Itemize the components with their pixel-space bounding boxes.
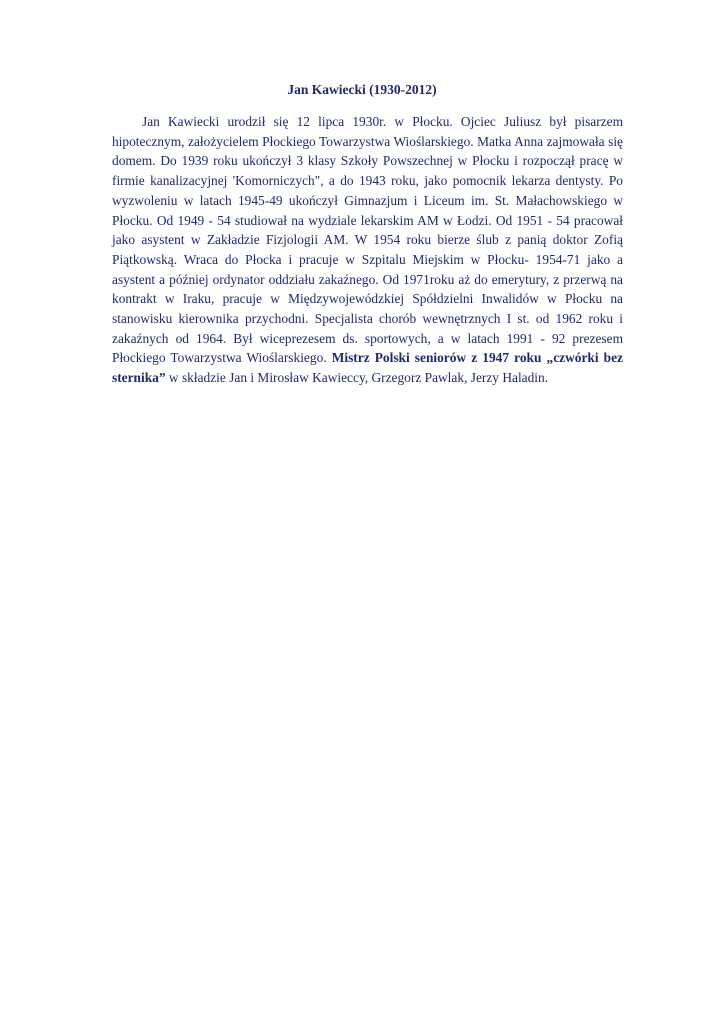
document-title: Jan Kawiecki (1930-2012) xyxy=(287,82,437,97)
biography-paragraph xyxy=(112,112,623,388)
championship-highlight: Mistrz Polski seniorów z 1947 roku „czwórki bez sternika” xyxy=(112,350,623,386)
biography-text: Jan Kawiecki urodził się 12 lipca 1930r. w Płocku. Ojciec Juliusz był pisarzem hipotecznym, założycielem Płockiego Towarzystwa Wioślarskiego. Matka Anna zajmowała się domem. Do 1939 roku ukończył 3 klasy Szkoły Powszechnej w Płocku i rozpoczął pracę w firmie kanalizacyjnej 'Komorniczych", a do 1943 roku, jako pomocnik lekarza dentysty. Po wyzwoleniu w latach 1945-49 ukończył Gimnazjum i Liceum im. St. Małachowskiego w Płocku. Od 1949 - 54 studiował na wydziale lekarskim AM w Łodzi. Od 1951 - 54 pracował jako asystent w Zakładzie Fizjologii AM. W 1954 roku bierze ślub z panią doktor Zofią Piątkowską. Wraca do Płocka i pracuje w Szpitalu Miejskim w Płocku- 1954-71 jako a asystent a później ordynator oddziału zakaźnego. Od 1971roku aż do emerytury, z przerwą na kontrakt w Iraku, pracuje w Międzywojewódzkiej Spółdzielni Inwalidów w Płocku na stanowisku kierownika przychodni. Specjalista chorób wewnętrznych I st. od 1962 roku i zakaźnych od 1964. Był wiceprezesem ds. sportowych, a w latach 1991 - 92 prezesem Płockiego Towarzystwa Wioślarskiego. xyxy=(112,114,623,366)
biography-text-tail: w składzie Jan i Mirosław Kawieccy, Grzegorz Pawlak, Jerzy Haladin. xyxy=(165,370,549,386)
